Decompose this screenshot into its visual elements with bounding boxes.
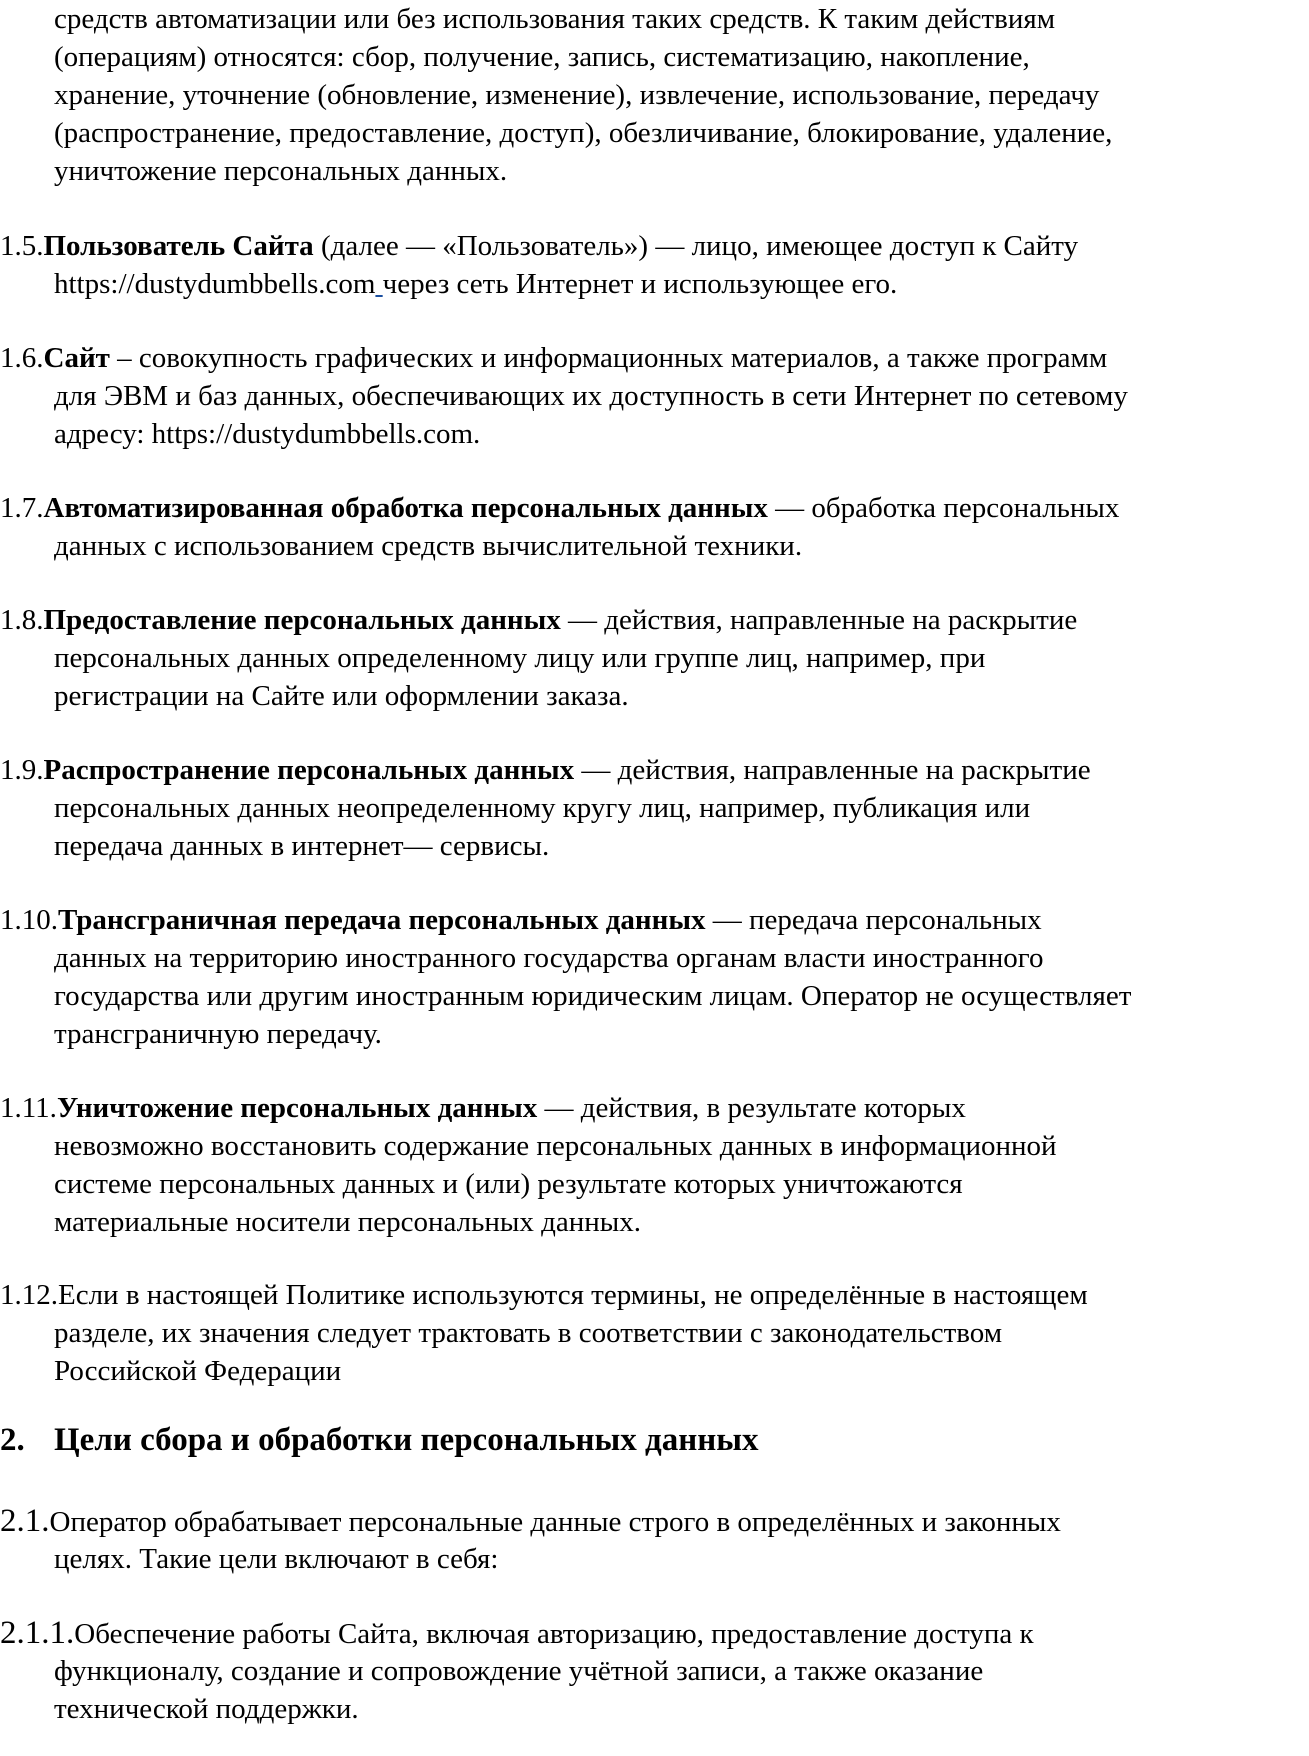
item-line: данных на территорию иностранного государства органам власти иностранного [54, 942, 1044, 974]
item-term: Трансграничная передача персональных данных [58, 904, 706, 936]
item-line: персональных данных определенному лицу или группе лиц, например, при [54, 642, 986, 674]
intro-line: уничтожение персональных данных. [54, 155, 508, 187]
item-text: через сеть Интернет и использующее его. [382, 268, 898, 300]
item-text: — передача персональных [705, 904, 1042, 936]
item-number: 1.8. [0, 604, 44, 636]
section-heading [0, 1418, 759, 1462]
item-line: Российской Федерации [54, 1355, 342, 1387]
site-url-text: https://dustydumbbells.com [54, 268, 376, 300]
item-number: 1.12. [0, 1279, 58, 1311]
item-line: системе персональных данных и (или) результате которых уничтожаются [54, 1168, 963, 1200]
item-line: технической поддержки. [54, 1693, 359, 1725]
item-term: Распространение персональных данных [43, 754, 575, 786]
item-text: Если в настоящей Политике используются термины, не определённые в настоящем [58, 1279, 1088, 1311]
item-text: – совокупность графических и информационных материалов, а также программ [109, 342, 1108, 374]
item-line: разделе, их значения следует трактовать в соответствии с законодательством [54, 1317, 1003, 1349]
item-line: материальные носители персональных данных. [54, 1206, 641, 1238]
item-line: данных с использованием средств вычислительной техники. [54, 530, 803, 562]
intro-line: (операциям) относятся: сбор, получение, запись, систематизацию, накопление, [54, 41, 1030, 73]
intro-line: средств автоматизации или без использования таких средств. К таким действиям [54, 3, 1056, 35]
item-line: регистрации на Сайте или оформлении заказа. [54, 680, 629, 712]
item-number: 2.1. [0, 1503, 50, 1539]
section-number: 2. [0, 1422, 25, 1458]
item-line: невозможно восстановить содержание персональных данных в информационной [54, 1130, 1057, 1162]
item-line: государства или другим иностранным юридическим лицам. Оператор не осуществляет [54, 980, 1132, 1012]
item-line: персональных данных неопределенному кругу лиц, например, публикация или [54, 792, 1031, 824]
item-line: для ЭВМ и баз данных, обеспечивающих их доступность в сети Интернет по сетевому [54, 380, 1128, 412]
item-number: 1.5. [0, 230, 44, 262]
section-title: Цели сбора и обработки персональных данных [54, 1422, 759, 1458]
item-text: (далее — «Пользователь») — лицо, имеющее доступ к Сайту [313, 230, 1079, 262]
item-number: 1.9. [0, 754, 44, 786]
item-line: передача данных в интернет— сервисы. [54, 830, 550, 862]
item-term: Предоставление персональных данных [43, 604, 561, 636]
item-term: Пользователь Сайта [43, 230, 314, 262]
item-number: 2.1.1. [0, 1615, 75, 1651]
item-line: функционалу, создание и сопровождение учётной записи, а также оказание [54, 1655, 984, 1687]
item-number: 1.7. [0, 492, 44, 524]
item-line: адресу: https://dustydumbbells.com. [54, 418, 481, 450]
item-line: трансграничную передачу. [54, 1018, 382, 1050]
item-text: — обработка персональных [767, 492, 1120, 524]
intro-line: хранение, уточнение (обновление, изменение), извлечение, использование, передачу [54, 79, 1100, 111]
item-term: Сайт [43, 342, 110, 374]
item-number: 1.6. [0, 342, 44, 374]
item-text: Обеспечение работы Сайта, включая авторизацию, предоставление доступа к [74, 1618, 1034, 1650]
item-text: — действия, в результате которых [537, 1092, 966, 1124]
item-text: — действия, направленные на раскрытие [574, 754, 1091, 786]
item-text: Оператор обрабатывает персональные данные строго в определённых и законных [49, 1506, 1061, 1538]
intro-line: (распространение, предоставление, доступ), обезличивание, блокирование, удаление, [54, 117, 1113, 149]
item-text: — действия, направленные на раскрытие [560, 604, 1078, 636]
url-link-fragment[interactable] [375, 268, 382, 300]
item-number: 1.11. [0, 1092, 57, 1124]
item-line: целях. Такие цели включают в себя: [54, 1543, 499, 1575]
item-term: Уничтожение персональных данных [56, 1092, 538, 1124]
item-number: 1.10. [0, 904, 58, 936]
item-term: Автоматизированная обработка персональных данных [43, 492, 768, 524]
